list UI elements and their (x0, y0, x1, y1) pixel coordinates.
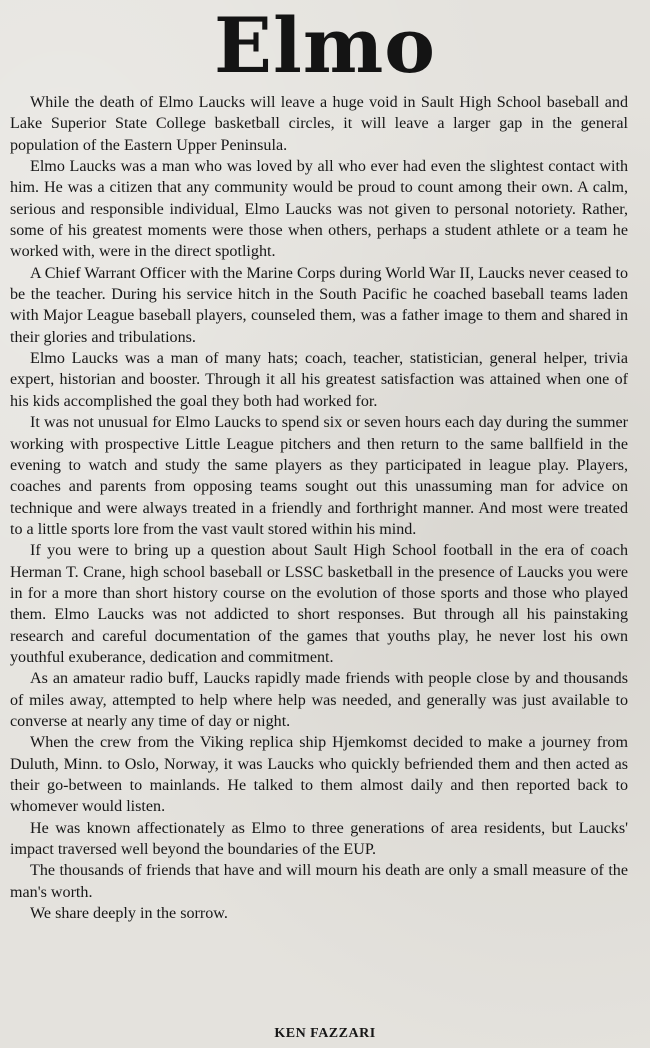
paragraph-8: When the crew from the Viking replica ship Hjemkomst decided to make a journey from Duluth, Minn. to Oslo, Norway, it was Laucks who quickly befriended them and then acted as their go-between to mainlands. He talked to them almost daily and then reported back to whomever would listen. (10, 734, 628, 816)
paragraph-5: It was not unusual for Elmo Laucks to spend six or seven hours each day during the summer working with prospective Little League pitchers and then return to the same ballfield in the evening to watch and study the same players as they participated in league play. Players, coaches and parents from opposing teams sought out this unassuming man for advice on technique and were always treated in a friendly and forthright manner. And most were treated to a little sports lore from the vast vault stored within his mind. (10, 414, 628, 538)
byline: KEN FAZZARI (274, 1026, 376, 1041)
headline: Elmo (214, 1, 436, 90)
paragraph-7: As an amateur radio buff, Laucks rapidly made friends with people close by and thousands of miles away, attempted to help where help was needed, and generally was just available to converse at nearly any time of day or night. (10, 670, 628, 730)
paragraph-10: The thousands of friends that have and will mourn his death are only a small measure of the man's worth. (10, 862, 628, 901)
paragraph-2: Elmo Laucks was a man who was loved by all who ever had even the slightest contact with him. He was a citizen that any community would be proud to count among their own. A calm, serious and responsible individual, Elmo Laucks was not given to personal notoriety. Rather, some of his greatest moments were those when others, perhaps a student athlete or a team he worked with, were in the direct spotlight. (10, 158, 628, 261)
article-body (10, 92, 628, 924)
paragraph-11: We share deeply in the sorrow. (30, 905, 228, 923)
paragraph-4: Elmo Laucks was a man of many hats; coach, teacher, statistician, general helper, trivia expert, historian and booster. Through it all his greatest satisfaction was attained when one of his kids accomplished the goal they both had worked for. (10, 350, 628, 410)
paragraph-1: While the death of Elmo Laucks will leave a huge void in Sault High School baseball and Lake Superior State College basketball circles, it will leave a larger gap in the general population of the Eastern Upper Peninsula. (10, 94, 628, 154)
paragraph-3: A Chief Warrant Officer with the Marine Corps during World War II, Laucks never ceased to be the teacher. During his service hitch in the South Pacific he coached baseball teams laden with Major League baseball players, counseled them, was a father image to them and shared in their glories and tribulations. (10, 264, 628, 346)
paragraph-6: If you were to bring up a question about Sault High School football in the era of coach Herman T. Crane, high school baseball or LSSC basketball in the presence of Laucks you were in for a more than short history course on the evolution of those sports and those who played them. Elmo Laucks was not addicted to short responses. But through all his painstaking research and careful documentation of the games that youths play, he never lost his own youthful exuberance, dedication and commitment. (10, 542, 628, 666)
paragraph-9: He was known affectionately as Elmo to three generations of area residents, but Laucks' impact traversed well beyond the boundaries of the EUP. (10, 819, 628, 859)
